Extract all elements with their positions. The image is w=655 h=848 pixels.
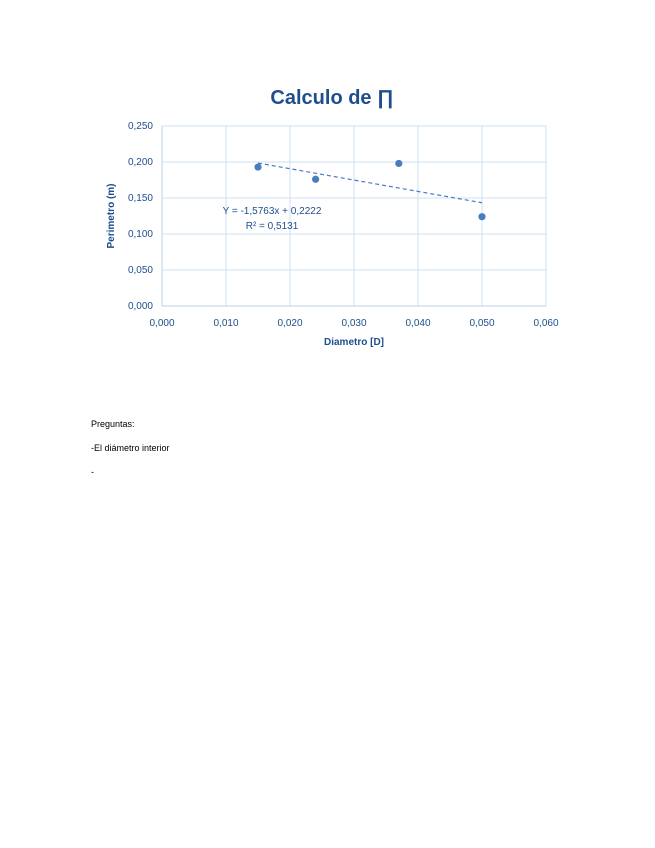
x-tick-label: 0,030 xyxy=(341,318,367,329)
x-tick-label: 0,060 xyxy=(533,318,559,329)
y-tick-label: 0,050 xyxy=(127,265,153,276)
data-point xyxy=(478,213,485,220)
x-tick-label: 0,010 xyxy=(213,318,239,329)
trendline-line xyxy=(258,163,482,203)
y-tick-label: 0,250 xyxy=(127,121,153,132)
gridlines xyxy=(162,126,546,306)
y-tick-label: 0,200 xyxy=(127,157,153,168)
x-tick-label: 0,000 xyxy=(149,318,175,329)
x-axis-label: Diametro [D] xyxy=(323,337,385,348)
y-tick-label: 0,100 xyxy=(127,229,153,240)
data-point xyxy=(254,163,261,170)
questions-heading: Preguntas: xyxy=(91,419,135,429)
x-tick-label: 0,020 xyxy=(277,318,303,329)
data-point xyxy=(395,160,402,167)
x-tick-label: 0,040 xyxy=(405,318,431,329)
data-point xyxy=(312,176,319,183)
trendline-r2: R² = 0,5131 xyxy=(245,221,299,232)
y-tick-label: 0,150 xyxy=(127,193,153,204)
y-tick-label: 0,000 xyxy=(127,301,153,312)
question-line-2: - xyxy=(91,467,94,477)
question-line-1: -El diámetro interior xyxy=(91,443,170,453)
tick-labels xyxy=(128,121,559,329)
x-tick-label: 0,050 xyxy=(469,318,495,329)
trendline xyxy=(258,163,482,203)
y-axis-label: Perimetro (m) xyxy=(106,183,117,249)
chart-title: Calculo de ∏ xyxy=(270,87,394,109)
trendline-equation: Y = -1,5763x + 0,2222 xyxy=(222,206,322,217)
